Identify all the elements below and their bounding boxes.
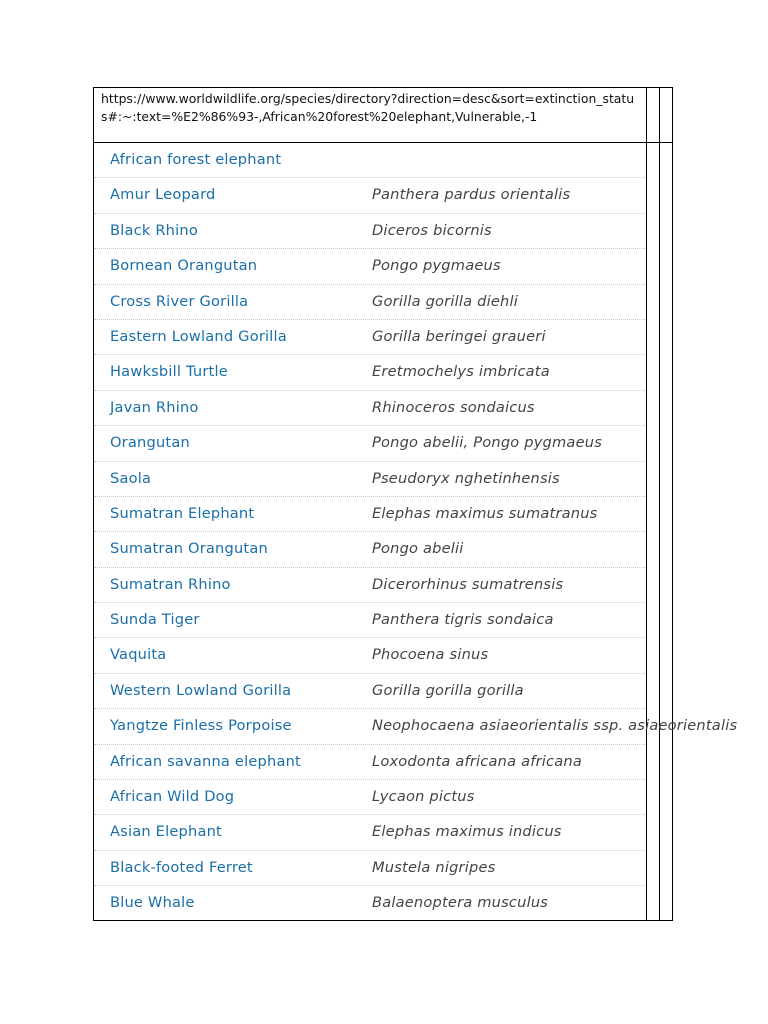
header-divider [646,142,673,143]
list-item [94,249,646,284]
scientific-name: Pseudoryx nghetinhensis [372,469,560,487]
scientific-name: Neophocaena asiaeorientalis ssp. asiaeorientalis [372,717,738,735]
scientific-name: Panthera tigris sondaica [372,611,554,629]
species-link[interactable]: Black-footed Ferret [110,858,253,876]
list-item [94,568,646,603]
scientific-name: Dicerorhinus sumatrensis [372,575,564,593]
species-link[interactable]: African forest elephant [110,151,282,168]
scientific-name: Mustela nigripes [372,858,496,876]
species-link[interactable]: Sumatran Rhino [110,575,231,593]
scientific-name: Gorilla gorilla gorilla [372,681,524,699]
source-url: https://www.worldwildlife.org/species/directory?direction=desc&sort=extinction_status#:~:text=%E2%86%93-,African%20forest%20elephant,Vulnerable,-1 [94,88,646,143]
species-link[interactable]: Saola [110,469,152,487]
scientific-name: Phocoena sinus [372,646,489,664]
species-link[interactable]: Western Lowland Gorilla [110,681,292,699]
scientific-name: Pongo pygmaeus [372,257,501,275]
scientific-name: Loxodonta africana africana [372,752,582,770]
list-item [94,815,646,850]
list-item [94,214,646,249]
scientific-name: Panthera pardus orientalis [372,186,571,204]
column-rule-right [659,88,660,920]
list-item [94,285,646,320]
scientific-name: Lycaon pictus [372,788,475,806]
species-link[interactable]: Sunda Tiger [110,611,200,629]
scientific-name: Pongo abelii [372,540,464,558]
list-item [94,532,646,567]
column-rule-left [646,88,647,920]
list-item [94,603,646,638]
scientific-name: Balaenoptera musculus [372,894,549,912]
list-item [94,851,646,886]
list-item [94,462,646,497]
scientific-name: Elephas maximus indicus [372,823,562,841]
list-item [94,497,646,532]
species-link[interactable]: Eastern Lowland Gorilla [110,327,287,345]
scientific-name: Gorilla gorilla diehli [372,292,518,310]
species-link[interactable]: Yangtze Finless Porpoise [110,717,292,735]
scientific-name: Eretmochelys imbricata [372,363,550,381]
list-item [94,143,646,178]
species-link[interactable]: Black Rhino [110,221,198,239]
species-link[interactable]: Amur Leopard [110,186,216,204]
species-link[interactable]: Asian Elephant [110,823,222,841]
species-link[interactable]: African Wild Dog [110,788,235,806]
document-frame [93,87,738,921]
species-link[interactable]: Javan Rhino [110,398,199,416]
species-link[interactable]: Sumatran Orangutan [110,540,268,558]
species-list [94,143,738,922]
list-item [94,745,646,780]
scientific-name: Rhinoceros sondaicus [372,398,535,416]
list-item [94,426,646,461]
list-item [94,674,646,709]
scientific-name: Pongo abelii, Pongo pygmaeus [372,434,603,452]
list-item [94,886,646,921]
species-link[interactable]: Orangutan [110,434,190,452]
list-item [94,709,738,744]
species-link[interactable]: Bornean Orangutan [110,257,258,275]
scientific-name: Elephas maximus sumatranus [372,504,598,522]
species-link[interactable]: Blue Whale [110,894,195,912]
list-item [94,391,646,426]
species-link[interactable]: Cross River Gorilla [110,292,249,310]
list-item [94,780,646,815]
species-link[interactable]: Vaquita [110,646,167,664]
list-item [94,638,646,673]
scientific-name: Gorilla beringei graueri [372,327,546,345]
species-link[interactable]: Sumatran Elephant [110,504,255,522]
list-item [94,320,646,355]
list-item [94,178,646,213]
species-link[interactable]: African savanna elephant [110,752,301,770]
species-link[interactable]: Hawksbill Turtle [110,363,228,381]
list-item [94,355,646,390]
scientific-name: Diceros bicornis [372,221,492,239]
